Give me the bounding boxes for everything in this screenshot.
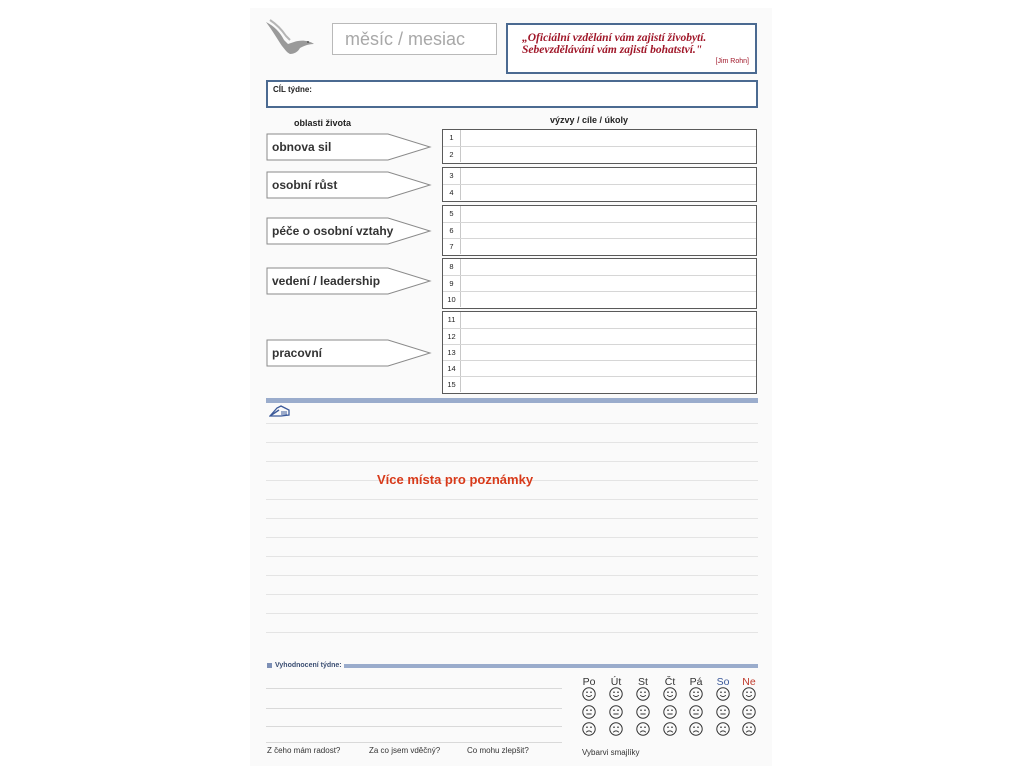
question-gratitude: Za co jsem vděčný? <box>369 746 441 755</box>
note-line[interactable] <box>266 499 758 500</box>
evaluation-marker <box>267 663 272 668</box>
task-row[interactable] <box>443 291 756 307</box>
task-row[interactable] <box>443 168 756 184</box>
evaluation-writing-line[interactable] <box>266 742 562 743</box>
happy-face-icon[interactable] <box>716 687 730 701</box>
neutral-face-icon[interactable] <box>636 705 650 719</box>
evaluation-writing-line[interactable] <box>266 688 562 689</box>
neutral-face-icon[interactable] <box>609 705 623 719</box>
task-box <box>442 167 757 202</box>
day-label: Ne <box>742 676 756 688</box>
task-box <box>442 129 757 164</box>
weekly-goal-label: CÍL týdne: <box>273 85 312 94</box>
task-row[interactable] <box>443 146 756 162</box>
note-line[interactable] <box>266 461 758 462</box>
pen-hand-icon <box>269 404 291 418</box>
task-number: 12 <box>443 329 461 344</box>
weekly-goal-field[interactable] <box>266 80 758 108</box>
areas-heading: oblasti života <box>294 118 352 128</box>
eagle-logo-icon <box>264 18 316 58</box>
task-row[interactable] <box>443 376 756 392</box>
note-line[interactable] <box>266 632 758 633</box>
sad-face-icon[interactable] <box>636 722 650 736</box>
sad-face-icon[interactable] <box>582 722 596 736</box>
day-label: Po <box>582 676 596 688</box>
evaluation-writing-line[interactable] <box>266 726 562 727</box>
task-number: 1 <box>443 130 461 146</box>
task-number: 10 <box>443 292 461 307</box>
question-improve: Co mohu zlepšit? <box>467 746 529 755</box>
evaluation-writing-line[interactable] <box>266 708 562 709</box>
task-number: 11 <box>443 312 461 328</box>
task-box <box>442 205 757 256</box>
day-label: Čt <box>664 676 676 688</box>
task-number: 2 <box>443 147 461 162</box>
task-number: 3 <box>443 168 461 184</box>
task-row[interactable] <box>443 344 756 360</box>
note-line[interactable] <box>266 537 758 538</box>
day-label: Pá <box>689 676 703 688</box>
happy-face-icon[interactable] <box>742 687 756 701</box>
area-label: péče o osobní vztahy <box>272 224 394 238</box>
task-number: 8 <box>443 259 461 275</box>
neutral-face-icon[interactable] <box>663 705 677 719</box>
task-row[interactable] <box>443 130 756 146</box>
area-tag <box>266 171 432 199</box>
evaluation-divider <box>344 664 758 668</box>
motivational-quote: „Oficiální vzdělání vám zajistí živobytí. Sebevzdělávání vám zajistí bohatství." <box>522 32 707 56</box>
sad-face-icon[interactable] <box>663 722 677 736</box>
mood-instruction: Vybarvi smajlíky <box>582 748 640 757</box>
day-label: St <box>638 676 648 688</box>
neutral-face-icon[interactable] <box>716 705 730 719</box>
question-joy: Z čeho mám radost? <box>267 746 341 755</box>
task-row[interactable] <box>443 275 756 291</box>
area-label: osobní růst <box>272 178 338 192</box>
tasks-heading: výzvy / cíle / úkoly <box>550 115 629 125</box>
area-tag <box>266 267 432 295</box>
notes-call-to-action: Více místa pro poznámky <box>377 472 534 487</box>
area-label: vedení / leadership <box>272 274 381 288</box>
neutral-face-icon[interactable] <box>582 705 596 719</box>
task-box <box>442 311 757 394</box>
task-row[interactable] <box>443 312 756 328</box>
neutral-face-icon[interactable] <box>742 705 756 719</box>
task-number: 5 <box>443 206 461 222</box>
day-label: Út <box>610 676 622 688</box>
task-box <box>442 258 757 309</box>
task-row[interactable] <box>443 328 756 344</box>
note-line[interactable] <box>266 518 758 519</box>
area-tag <box>266 339 432 367</box>
note-line[interactable] <box>266 575 758 576</box>
task-number: 6 <box>443 223 461 238</box>
sad-face-icon[interactable] <box>716 722 730 736</box>
note-line[interactable] <box>266 556 758 557</box>
task-row[interactable] <box>443 259 756 275</box>
note-line[interactable] <box>266 613 758 614</box>
area-tag <box>266 133 432 161</box>
task-number: 4 <box>443 185 461 200</box>
task-row[interactable] <box>443 238 756 254</box>
happy-face-icon[interactable] <box>636 687 650 701</box>
sad-face-icon[interactable] <box>742 722 756 736</box>
task-number: 7 <box>443 239 461 254</box>
happy-face-icon[interactable] <box>609 687 623 701</box>
task-row[interactable] <box>443 360 756 376</box>
evaluation-label: Vyhodnocení týdne: <box>275 662 342 669</box>
happy-face-icon[interactable] <box>663 687 677 701</box>
task-row[interactable] <box>443 184 756 200</box>
neutral-face-icon[interactable] <box>689 705 703 719</box>
happy-face-icon[interactable] <box>689 687 703 701</box>
area-tag <box>266 217 432 245</box>
quote-author: [Jim Rohn] <box>715 58 749 65</box>
sad-face-icon[interactable] <box>689 722 703 736</box>
note-line[interactable] <box>266 594 758 595</box>
task-row[interactable] <box>443 206 756 222</box>
sad-face-icon[interactable] <box>609 722 623 736</box>
note-line[interactable] <box>266 423 758 424</box>
month-field[interactable]: měsíc / mesiac <box>332 23 497 55</box>
area-label: obnova sil <box>272 140 332 154</box>
task-number: 15 <box>443 377 461 392</box>
task-number: 14 <box>443 361 461 376</box>
note-line[interactable] <box>266 442 758 443</box>
day-label: So <box>716 676 730 688</box>
task-number: 13 <box>443 345 461 360</box>
task-row[interactable] <box>443 222 756 238</box>
happy-face-icon[interactable] <box>582 687 596 701</box>
quote-box <box>506 23 757 74</box>
notes-divider <box>266 398 758 403</box>
task-number: 9 <box>443 276 461 291</box>
area-label: pracovní <box>272 346 323 360</box>
